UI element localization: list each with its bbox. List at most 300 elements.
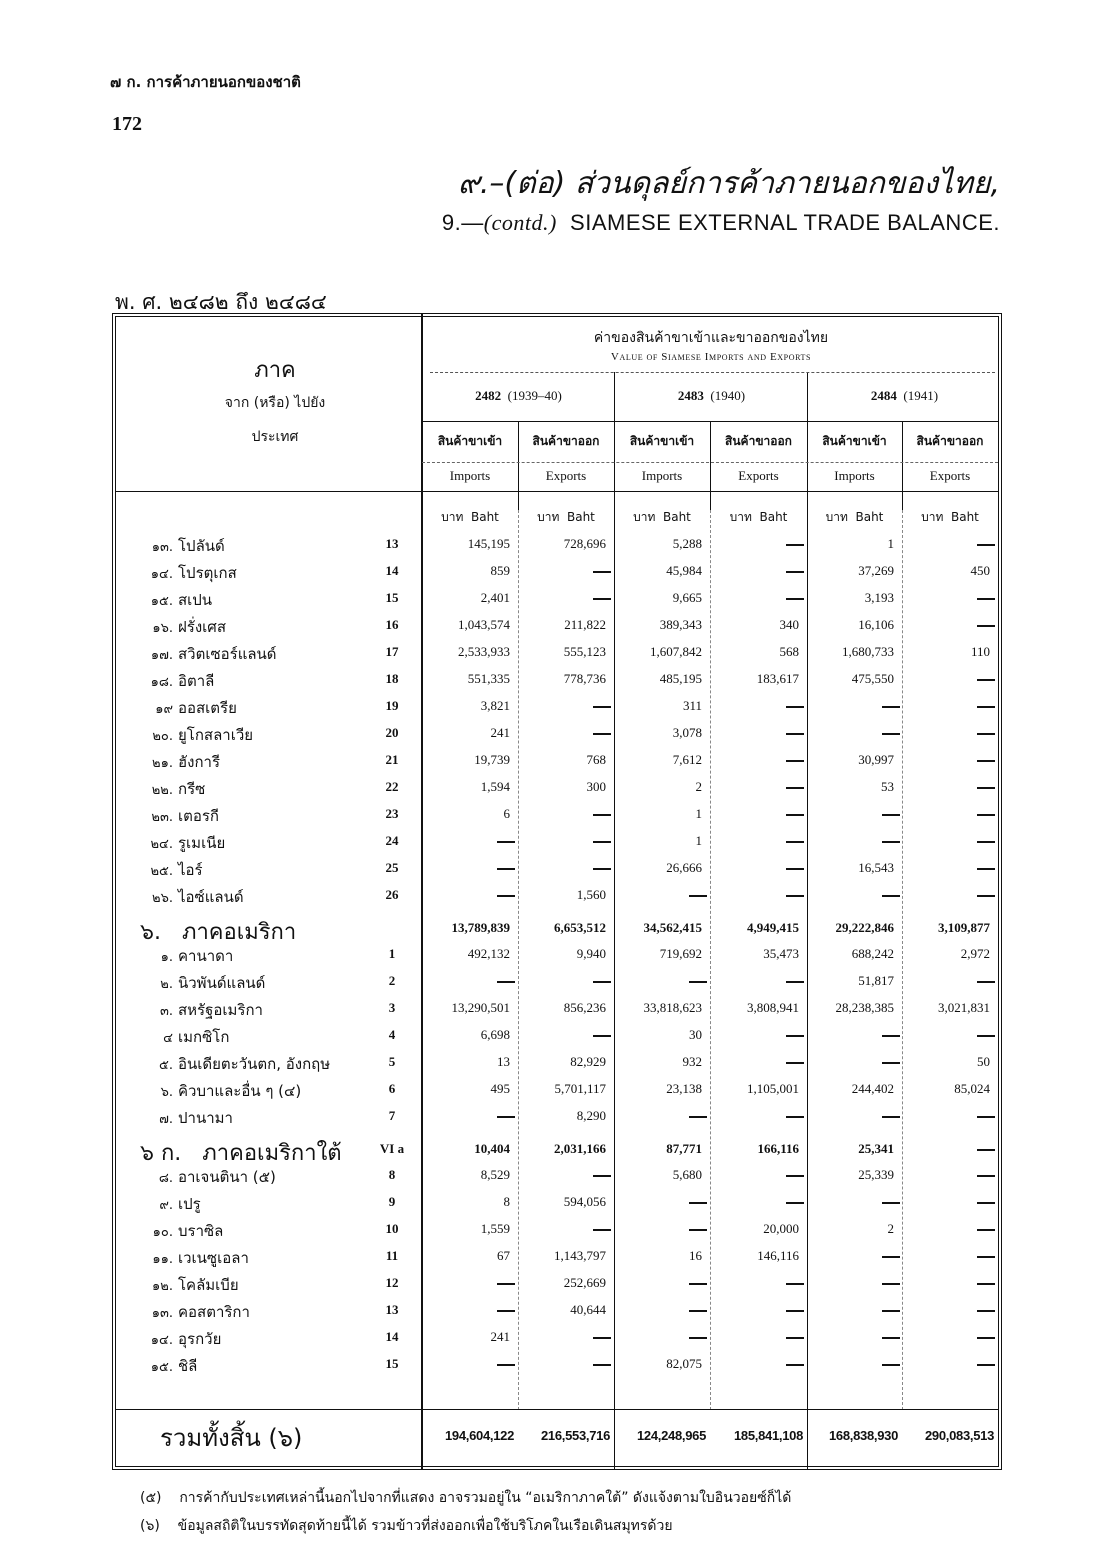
nil-dash [977,1337,995,1339]
title-thai: ๙.–(ต่อ) ส่วนดุลย์การค้าภายนอกของไทย, [457,166,1000,201]
row-thai-number: ๒๖. [152,891,173,906]
value-cell: 146,116 [757,1248,799,1263]
row-number: 5 [388,1054,396,1069]
nil-dash [977,814,995,816]
country-name: ไอร์ [178,861,203,879]
col-exports-thai: สินค้าขาออก [532,434,600,448]
title-en-prefix: 9.— [441,210,484,235]
value-cell: 5,680 [672,1167,702,1182]
nil-dash [977,733,995,735]
country-name: ฝรั่งเศส [178,618,226,636]
value-cell: 25,341 [858,1141,894,1156]
total-value: 216,553,716 [541,1428,610,1443]
value-cell: 10,404 [474,1141,510,1156]
value-cell: 40,644 [570,1302,606,1317]
country-name: รูเมเนีย [178,834,226,852]
value-cell: 13,290,501 [451,1000,510,1015]
value-cell: 728,696 [563,536,606,551]
value-cell [902,1221,1030,1237]
value-cell: 82,075 [666,1356,702,1371]
nil-dash [882,1337,900,1339]
value-cell [902,1302,1030,1318]
value-cell: 35,473 [763,946,799,961]
nil-dash [977,1283,995,1285]
value-cell: 2,031,166 [554,1141,606,1156]
row-thai-number: ๖. [160,1085,173,1100]
col-exports-thai: สินค้าขาออก [916,434,984,448]
year-number: 2484 [870,388,897,403]
nil-dash [593,868,611,870]
nil-dash [882,814,900,816]
footnote-mark: (๖) [140,1518,178,1534]
col-imports-thai: สินค้าขาเข้า [822,434,887,448]
country-name: คานาดา [178,947,234,965]
country-name: อุรกวัย [178,1330,222,1348]
value-cell: 1,607,842 [650,644,702,659]
value-cell: 244,402 [851,1081,894,1096]
row-number: 3 [388,1000,396,1015]
value-cell: 45,984 [666,563,702,578]
region-number: ๖. [140,920,182,945]
value-cell: 16,106 [858,617,894,632]
col-exports-english: Exports [929,468,971,483]
row-thai-number: ๑๔. [150,1333,173,1348]
country-name: เปรู [178,1195,201,1213]
footnote-text: การค้ากับประเทศเหล่านี้นอกไปจากที่แสดง อาจรวมอยู่ใน “อเมริกาภาคใต้” ดังแจ้งตามใบอินวอยซ์ก็ได้ [179,1490,792,1506]
row-thai-number: ๒๕. [150,864,173,879]
unit-baht: บาท Baht [633,510,691,524]
value-cell: 1,594 [480,779,510,794]
value-cell: 6 [503,806,510,821]
value-cell: 300 [586,779,606,794]
nil-dash [977,895,995,897]
title-en-contd: (contd.) [483,210,557,235]
nil-dash [786,1175,804,1177]
nil-dash [786,1337,804,1339]
nil-dash [786,706,804,708]
value-cell [902,973,1030,989]
value-cell: 3,078 [672,725,702,740]
value-cell: 9,940 [576,946,606,961]
region-number: ๖ ก. [140,1141,203,1166]
nil-dash [977,598,995,600]
value-cell [902,806,1030,822]
title-en-main: SIAMESE EXTERNAL TRADE BALANCE. [570,210,1000,235]
value-cell: 8 [503,1194,510,1209]
value-cell [902,833,1030,849]
row-number: 8 [388,1167,396,1182]
row-number: 16 [385,617,399,632]
nil-dash [497,1116,515,1118]
value-cell: 1 [695,806,702,821]
value-cell [902,752,1030,768]
row-thai-number: ๑๙ [155,702,173,717]
value-cell: 719,692 [659,946,702,961]
value-cell: 594,056 [563,1194,606,1209]
col-exports-english: Exports [738,468,779,483]
value-cell: 1,559 [480,1221,510,1236]
value-cell [902,1194,1030,1210]
col-exports-english: Exports [545,468,587,483]
total-value: 185,841,108 [734,1428,803,1443]
nil-dash [786,1310,804,1312]
row-number: 13 [385,1302,399,1317]
row-number: VI a [379,1141,405,1156]
row-number: 2 [388,973,396,988]
row-thai-number: ๔ [163,1031,173,1046]
nil-dash [497,1310,515,1312]
nil-dash [882,1062,900,1064]
value-cell: 9,665 [672,590,702,605]
nil-dash [977,1116,995,1118]
row-thai-number: ๑๓. [151,540,173,555]
nil-dash [882,841,900,843]
row-number: 4 [388,1027,396,1042]
value-cell: 28,238,385 [835,1000,894,1015]
value-cell: 23,138 [666,1081,702,1096]
nil-dash [882,1202,900,1204]
nil-dash [497,1283,515,1285]
value-cell: 1,043,574 [458,617,510,632]
value-cell: 33,818,623 [643,1000,702,1015]
value-cell: 1 [695,833,702,848]
nil-dash [497,841,515,843]
rule-under-value-title [430,372,995,373]
row-number: 14 [385,563,399,578]
value-cell [902,1108,1030,1124]
nil-dash [977,1364,995,1366]
row-number: 1 [388,946,396,961]
value-cell: 340 [779,617,799,632]
value-cell: 6,653,512 [554,920,606,935]
region-name: ภาคอเมริกา [181,920,297,945]
value-cell: 2 [695,779,702,794]
value-cell [902,1141,1030,1157]
row-header-from-to: จาก (หรือ) ไปยัง [224,395,326,411]
row-thai-number: ๒๓. [151,810,173,825]
country-name: เวเนซูเอลา [178,1249,249,1267]
row-number: 9 [388,1194,396,1209]
nil-dash [882,1283,900,1285]
nil-dash [977,981,995,983]
col-exports-thai: สินค้าขาออก [725,434,792,448]
value-cell [902,1329,1030,1345]
value-cell: 859 [490,563,510,578]
row-number: 22 [385,779,399,794]
nil-dash [882,1116,900,1118]
unit-baht: บาท Baht [729,510,788,524]
nil-dash [977,1202,995,1204]
row-thai-number: ๘. [158,1171,173,1186]
nil-dash [977,1256,995,1258]
section-header: ๗ ก. การค้าภายนอกของชาติ [110,73,301,91]
nil-dash [593,571,611,573]
nil-dash [497,1364,515,1366]
value-cell [902,536,1030,552]
region-name: ภาคอเมริกาใต้ [202,1141,342,1166]
country-name: คิวบาและอื่น ๆ (๔) [178,1082,302,1100]
row-thai-number: ๓. [159,1004,173,1019]
year-header-1 [422,388,615,404]
row-number: 7 [388,1108,396,1123]
nil-dash [593,1175,611,1177]
row-number: 13 [385,536,399,551]
nil-dash [977,787,995,789]
country-name: ปานามา [178,1109,233,1127]
value-cell: 8,529 [480,1167,510,1182]
value-cell: 555,123 [563,644,606,659]
year-header-3 [808,388,1001,404]
value-cell: 13,789,839 [451,920,510,935]
nil-dash [689,1116,707,1118]
value-cell: 688,242 [851,946,894,961]
nil-dash [786,598,804,600]
nil-dash [786,1062,804,1064]
year-number: 2482 [475,388,502,403]
nil-dash [882,733,900,735]
value-cell: 1 [887,536,894,551]
value-cell: 145,195 [467,536,510,551]
value-cell: 7,612 [672,752,702,767]
row-number: 11 [385,1248,399,1263]
row-number: 24 [385,833,399,848]
value-cell: 13 [497,1054,510,1069]
nil-dash [882,1035,900,1037]
unit-baht: บาท Baht [921,510,979,524]
nil-dash [689,1310,707,1312]
value-cell: 495 [490,1081,510,1096]
nil-dash [882,1256,900,1258]
nil-dash [689,981,707,983]
value-cell: 30,997 [858,752,894,767]
value-cell [902,779,1030,795]
value-cell: 211,822 [564,617,606,632]
row-thai-number: ๕. [159,1058,173,1073]
value-cell: 51,817 [858,973,894,988]
nil-dash [786,895,804,897]
rule-under-header [116,491,998,492]
total-label: รวมทั้งสิ้น (๖) [160,1424,303,1452]
nil-dash [786,814,804,816]
nil-dash [497,868,515,870]
nil-dash [786,1283,804,1285]
row-number: 26 [385,887,399,902]
row-thai-number: ๑๘. [150,675,173,690]
country-name: สวิตเซอร์แลนด์ [178,645,277,663]
value-cell: 29,222,846 [835,920,894,935]
country-name: สหรัฐอเมริกา [178,1001,263,1019]
year-label: (1939–40) [501,388,562,403]
year-header-2 [615,388,808,404]
value-cell: 82,929 [570,1054,606,1069]
value-cell: 4,949,415 [747,920,799,935]
country-name: เมกซิโก [178,1028,230,1046]
nil-dash [882,1310,900,1312]
value-cell [902,1356,1030,1372]
nil-dash [689,1337,707,1339]
value-cell: 932 [682,1054,702,1069]
row-thai-number: ๑๕. [150,594,173,609]
country-name: ยูโกสลาเวีย [178,726,254,744]
value-cell: 20,000 [763,1221,799,1236]
value-cell: 183,617 [756,671,799,686]
year-label: (1941) [896,388,939,403]
nil-dash [689,1283,707,1285]
row-thai-number: ๑๕. [150,1360,173,1375]
total-value: 168,838,930 [829,1428,898,1443]
row-number: 17 [385,644,399,659]
row-header-country: ประเทศ [251,429,299,445]
rule-under-years [422,421,998,422]
nil-dash [593,1035,611,1037]
title-english [442,210,1000,236]
nil-dash [977,544,995,546]
country-name: คอสตาริกา [178,1303,250,1321]
value-cell [902,698,1030,714]
nil-dash [689,895,707,897]
period-label: พ. ศ. ๒๔๘๒ ถึง ๒๔๘๔ [115,290,327,314]
year-number: 2483 [677,388,704,403]
value-cell: 3,021,831 [938,1000,990,1015]
row-number: 18 [385,671,399,686]
row-thai-number: ๒๑. [152,756,173,771]
unit-baht: บาท Baht [537,510,595,524]
value-cell: 8,290 [576,1108,606,1123]
col-imports-english: Imports [641,468,683,483]
value-cell [902,617,1030,633]
value-cell: 2,401 [480,590,510,605]
value-cell: 67 [497,1248,510,1263]
rule-above-total [116,1409,998,1410]
unit-baht: บาท Baht [825,510,884,524]
value-cell: 1,105,001 [747,1081,799,1096]
value-cell: 3,821 [480,698,510,713]
country-name: ไอซ์แลนด์ [178,888,244,906]
total-value: 194,604,122 [445,1428,514,1443]
value-cell: 1,560 [576,887,606,902]
nil-dash [593,981,611,983]
value-cell: 3,109,877 [938,920,990,935]
value-cell: 2,533,933 [458,644,510,659]
value-cell: 5,288 [672,536,702,551]
row-thai-number: ๑๐. [152,1225,173,1240]
col-imports-thai: สินค้าขาเข้า [629,434,695,448]
year-label: (1940) [703,388,746,403]
nil-dash [977,760,995,762]
row-thai-number: ๒๔. [150,837,173,852]
nil-dash [593,706,611,708]
value-cell: 2 [887,1221,894,1236]
nil-dash [977,679,995,681]
value-cell: 6,698 [480,1027,510,1042]
nil-dash [786,1202,804,1204]
nil-dash [497,981,515,983]
value-cell: 53 [881,779,894,794]
nil-dash [786,544,804,546]
country-name: บราซิล [178,1222,224,1240]
country-name: นิวพันด์แลนด์ [178,974,266,992]
nil-dash [977,841,995,843]
nil-dash [786,1116,804,1118]
value-cell: 16 [689,1248,702,1263]
nil-dash [977,706,995,708]
row-thai-number: ๑๓. [151,1306,173,1321]
value-cell: 778,736 [563,671,606,686]
unit-baht: บาท Baht [441,510,499,524]
value-cell: 1,143,797 [554,1248,606,1263]
country-name: โคลัมเบีย [178,1276,239,1294]
row-number: 10 [385,1221,399,1236]
footnote [140,1515,673,1537]
nil-dash [977,625,995,627]
nil-dash [786,733,804,735]
value-cell: 5,701,117 [554,1081,606,1096]
value-cell: 50 [977,1054,990,1069]
value-cell: 110 [970,644,990,659]
value-title-thai: ค่าของสินค้าขาเข้าและขาออกของไทย [593,330,829,346]
value-cell [902,860,1030,876]
value-cell: 2,972 [960,946,990,961]
value-cell [902,590,1030,606]
value-cell: 551,335 [467,671,510,686]
nil-dash [689,1229,707,1231]
nil-dash [786,981,804,983]
nil-dash [786,841,804,843]
nil-dash [786,787,804,789]
value-cell: 34,562,415 [643,920,702,935]
row-number: 6 [388,1081,396,1096]
col-imports-english: Imports [834,468,875,483]
row-thai-number: ๑๖. [152,621,173,636]
row-number: 23 [385,806,399,821]
value-cell [902,671,1030,687]
value-cell: 85,024 [954,1081,990,1096]
nil-dash [786,760,804,762]
row-thai-number: ๗. [159,1112,173,1127]
row-thai-number: ๑๔. [150,567,173,582]
value-cell: 26,666 [666,860,702,875]
row-number: 20 [385,725,399,740]
row-thai-number: ๑๗. [150,648,173,663]
nil-dash [977,1229,995,1231]
nil-dash [977,1149,995,1151]
nil-dash [689,1202,707,1204]
country-name: อาเจนตินา (๕) [178,1168,276,1186]
col-imports-english: Imports [449,468,491,483]
value-cell: 485,195 [659,671,702,686]
country-name: สเปน [178,591,213,609]
value-cell: 19,739 [474,752,510,767]
country-name: อิตาลี [178,672,215,690]
value-cell: 241 [490,725,510,740]
footnote [140,1487,791,1509]
nil-dash [593,733,611,735]
row-thai-number: ๙. [159,1198,173,1213]
value-cell: 492,132 [467,946,510,961]
row-thai-number: ๒๐. [152,729,173,744]
value-cell: 568 [779,644,799,659]
value-cell: 252,669 [563,1275,606,1290]
nil-dash [882,706,900,708]
row-thai-number: ๒. [160,977,173,992]
value-cell: 241 [490,1329,510,1344]
total-value: 124,248,965 [637,1428,706,1443]
total-value: 290,083,513 [925,1428,994,1443]
nil-dash [977,868,995,870]
nil-dash [593,814,611,816]
value-cell: 1,680,733 [842,644,894,659]
nil-dash [882,895,900,897]
